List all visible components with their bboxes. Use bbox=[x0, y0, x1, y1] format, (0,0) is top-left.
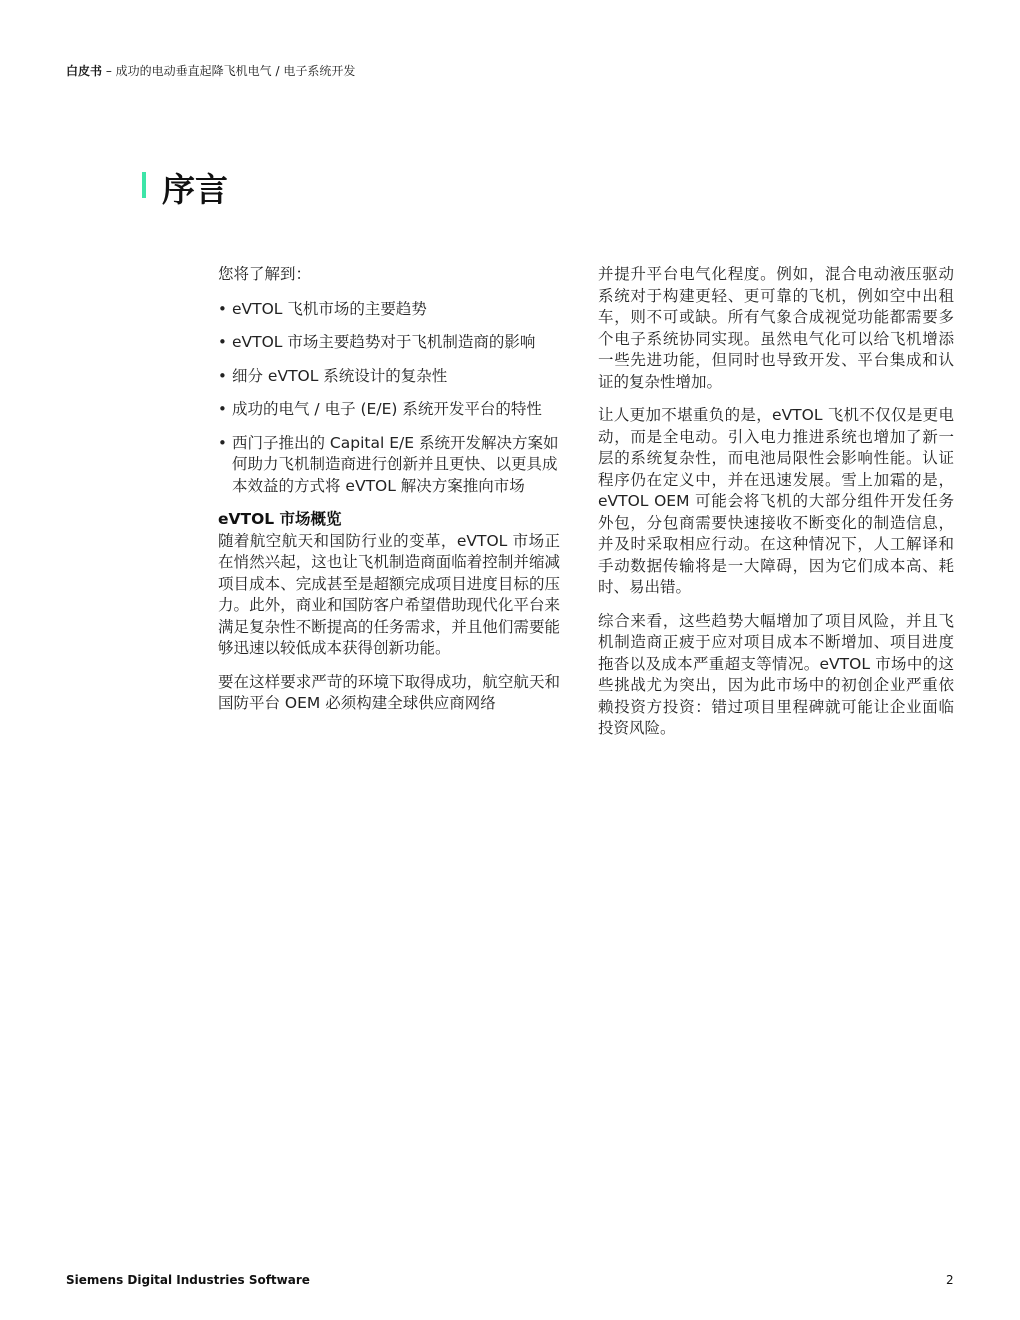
bullet-icon: • bbox=[218, 366, 227, 385]
list-item-text: eVTOL 飞机市场的主要趋势 bbox=[232, 299, 427, 318]
section-title: 序言 bbox=[162, 170, 228, 209]
bullet-icon: • bbox=[218, 299, 227, 318]
list-item-text: 细分 eVTOL 系统设计的复杂性 bbox=[232, 366, 448, 385]
list-item bbox=[218, 299, 560, 321]
body-paragraph: 并提升平台电气化程度。例如，混合电动液压驱动系统对于构建更轻、更可靠的飞机，例如空中出租车，则不可或缺。所有气象合成视觉功能都需要多个电子系统协同实现。虽然电气化可以给飞机增添一些先进功能，但同时也导致开发、平台集成和认证的复杂性增加。 bbox=[598, 265, 954, 391]
body-paragraph: 让人更加不堪重负的是，eVTOL 飞机不仅仅是更电动，而是全电动。引入电力推进系统也增加了新一层的系统复杂性，而电池局限性会影响性能。认证程序仍在定义中，并在迅速发展。雪上加霜的是，eVTOL OEM 可能会将飞机的大部分组件开发任务外包，分包商需要快速接收不断变化的制造信息，并及时采取相应行动。在这种情况下，人工解译和手动数据传输将是一大障碍，因为它们成本高、耗时、易出错。 bbox=[598, 406, 954, 596]
body-paragraph: 要在这样要求严苛的环境下取得成功，航空航天和国防平台 OEM 必须构建全球供应商网络 bbox=[218, 672, 560, 712]
list-item bbox=[218, 366, 560, 388]
right-column bbox=[598, 264, 954, 752]
bullet-icon: • bbox=[218, 333, 227, 351]
list-item bbox=[218, 433, 560, 498]
list-item-text: 成功的电气 / 电子 (E/E) 系统开发平台的特性 bbox=[232, 400, 542, 418]
body-paragraph: 综合来看，这些趋势大幅增加了项目风险，并且飞机制造商正疲于应对项目成本不断增加、项目进度拖沓以及成本严重超支等情况。eVTOL 市场中的这些挑战尤为突出，因为此市场中的初创企业严重依赖投资方投资：错过项目里程碑就可能让企业面临投资风险。 bbox=[598, 611, 954, 737]
header-doc-title: – 成功的电动垂直起降飞机电气 / 电子系统开发 bbox=[102, 64, 356, 78]
left-column bbox=[218, 264, 560, 727]
list-item-text: eVTOL 市场主要趋势对于飞机制造商的影响 bbox=[232, 333, 536, 351]
header-doc-type: 白皮书 bbox=[66, 64, 103, 78]
subheading: eVTOL 市场概览 bbox=[218, 510, 342, 528]
list-item-text: 西门子推出的 Capital E/E 系统开发解决方案如何助力飞机制造商进行创新并且更快、以更具成本效益的方式将 eVTOL 解决方案推向市场 bbox=[232, 433, 559, 495]
page-header bbox=[66, 62, 355, 79]
footer-company: Siemens Digital Industries Software bbox=[66, 1273, 310, 1287]
list-item bbox=[218, 399, 560, 421]
page-number: 2 bbox=[946, 1273, 954, 1287]
intro-text: 您将了解到： bbox=[218, 265, 312, 283]
learning-list bbox=[218, 299, 560, 498]
accent-bar bbox=[142, 172, 146, 198]
bullet-icon: • bbox=[218, 400, 227, 418]
bullet-icon: • bbox=[218, 433, 227, 452]
list-item bbox=[218, 332, 560, 354]
body-paragraph: 随着航空航天和国防行业的变革，eVTOL 市场正在悄然兴起，这也让飞机制造商面临着控制并缩减项目成本、完成甚至是超额完成项目进度目标的压力。此外，商业和国防客户希望借助现代化平台来满足复杂性不断提高的任务需求，并且他们需要能够迅速以较低成本获得创新功能。 bbox=[218, 531, 560, 657]
